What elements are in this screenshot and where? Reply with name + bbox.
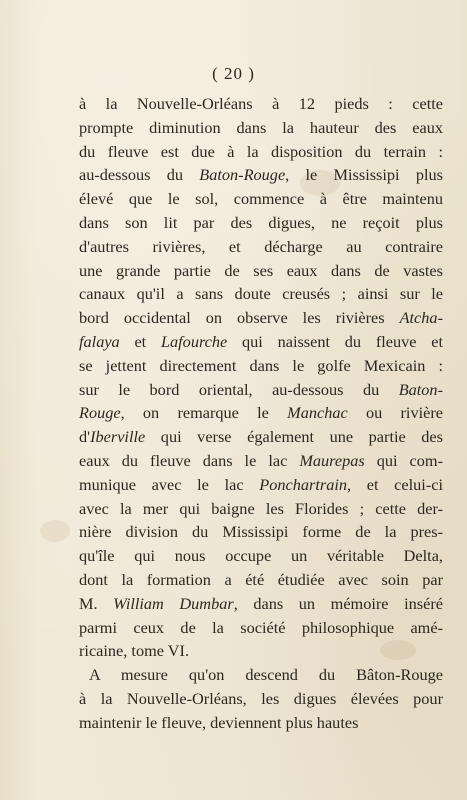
text-line <box>79 330 443 354</box>
text-segment: qui com- <box>364 450 444 470</box>
text-segment: parmi ceux de la société philosophique amé- <box>79 617 443 637</box>
text-segment: , dans un mémoire inséré <box>233 593 444 613</box>
text-segment: bord occidental on observe les rivières <box>79 308 400 328</box>
text-segment: dont la formation a été étudiée avec soin par <box>79 569 443 589</box>
text-line <box>79 306 443 330</box>
text-segment: et <box>119 331 161 351</box>
text-line <box>79 354 443 378</box>
text-line <box>79 520 443 544</box>
text-line <box>79 116 443 140</box>
text-segment: qui verse également une partie des <box>145 427 443 447</box>
italic-text: Rouge <box>79 403 121 423</box>
text-line <box>79 211 443 235</box>
text-segment: ricaine, tome VI. <box>79 641 190 661</box>
text-line <box>79 663 443 687</box>
text-line <box>79 259 443 283</box>
text-segment: du fleuve est due à la disposition du terrain : <box>79 141 443 161</box>
text-line <box>79 425 443 449</box>
text-segment: M. <box>79 593 114 613</box>
text-segment: maintenir le fleuve, deviennent plus hautes <box>79 712 359 732</box>
italic-text: falaya <box>79 331 120 351</box>
text-line <box>79 235 443 259</box>
text-segment: munique avec le lac <box>79 474 260 494</box>
text-segment: , et celui-ci <box>347 474 443 494</box>
italic-text: Manchac <box>287 403 348 423</box>
text-line <box>79 687 443 711</box>
text-segment: nière division du Mississipi forme de la pres- <box>79 522 443 542</box>
body-text <box>79 92 443 735</box>
text-line <box>79 163 443 187</box>
italic-text: Ponchartrain <box>259 474 347 494</box>
italic-text: Baton-Rouge <box>199 165 286 185</box>
text-line <box>79 473 443 497</box>
text-segment: à la Nouvelle-Orléans à 12 pieds : cette <box>79 94 443 113</box>
paper-stain <box>40 520 70 542</box>
text-segment: élevé que le sol, commence à être maintenu <box>79 189 443 209</box>
page-number: ( 20 ) <box>212 64 255 83</box>
italic-text: Atcha- <box>399 308 443 328</box>
text-segment: canaux qu'il a sans doute creusés ; ainsi sur le <box>79 284 443 304</box>
text-segment: d'autres rivières, et décharge au contraire <box>79 236 443 256</box>
text-line <box>79 401 443 425</box>
text-line <box>79 140 443 164</box>
italic-text: Iberville <box>90 427 146 447</box>
text-segment: A mesure qu'on descend du Bâton-Rouge <box>89 665 443 685</box>
text-segment: ou rivière <box>347 403 443 423</box>
text-line <box>79 639 443 663</box>
text-line <box>79 592 443 616</box>
italic-text: Maurepas <box>299 450 365 470</box>
text-line <box>79 544 443 568</box>
italic-text: William Dumbar <box>113 593 234 613</box>
text-segment: sur le bord oriental, au-dessous du <box>79 379 399 399</box>
text-segment: qu'île qui nous occupe un véritable Delta, <box>79 546 443 566</box>
text-segment: dans son lit par des digues, ne reçoit plus <box>79 212 443 232</box>
text-line <box>79 282 443 306</box>
italic-text: Lafourche <box>160 331 228 351</box>
text-segment: , on remarque le <box>120 403 288 423</box>
text-line <box>79 378 443 402</box>
text-line <box>79 497 443 521</box>
text-segment: une grande partie de ses eaux dans de vastes <box>79 260 443 280</box>
text-line <box>79 711 443 735</box>
text-segment: à la Nouvelle-Orléans, les digues élevées pour <box>79 688 443 708</box>
text-segment: avec la mer qui baigne les Florides ; cette der- <box>79 498 443 518</box>
text-line <box>79 568 443 592</box>
text-segment: d' <box>79 427 91 447</box>
text-segment: qui naissent du fleuve et <box>227 331 443 351</box>
italic-text: Baton- <box>398 379 443 399</box>
text-line <box>79 187 443 211</box>
text-segment: , le Mississipi plus <box>285 165 443 185</box>
text-line <box>79 92 443 116</box>
text-segment: se jettent directement dans le golfe Mexicain : <box>79 355 443 375</box>
text-line <box>79 616 443 640</box>
text-line <box>79 449 443 473</box>
text-segment: eaux du fleuve dans le lac <box>79 450 300 470</box>
text-segment: au-dessous du <box>79 165 200 185</box>
text-segment: prompte diminution dans la hauteur des eaux <box>79 117 443 137</box>
